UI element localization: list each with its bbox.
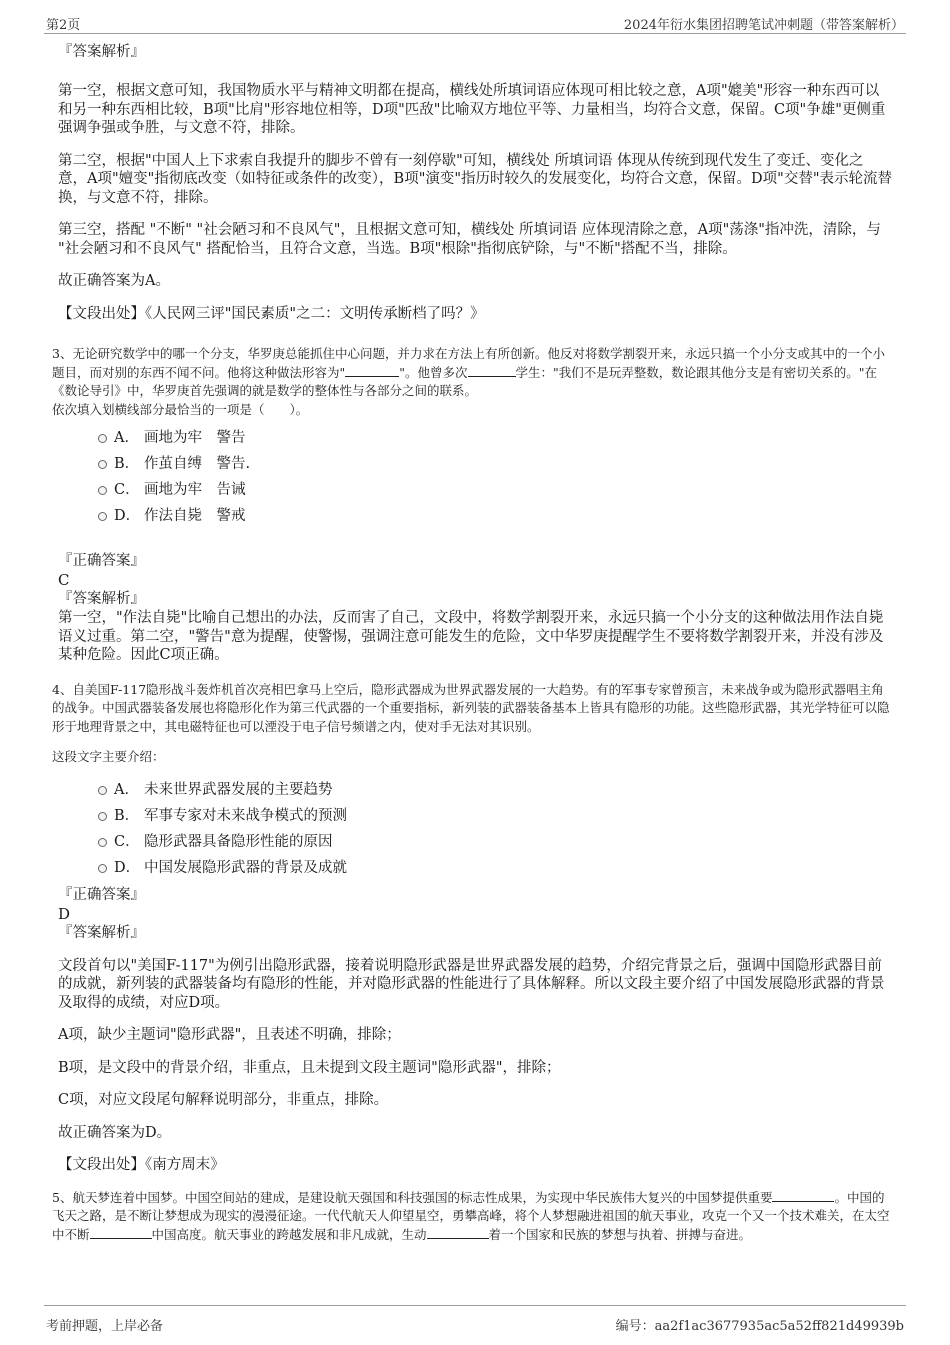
q4-correct-label: 『正确答案』 — [58, 886, 145, 903]
q5-stem-part-b: 。中国的飞天之路，是不断让梦想成为现实的漫漫征途。一代代航天人仰望星空，勇攀高峰，将个人梦想融进祖国的航天事业，攻克一个又一个技术难关，在太空中不断 — [52, 1189, 890, 1242]
footer-slogan: 考前押题，上岸必备 — [46, 1319, 164, 1334]
q3-stem — [52, 345, 892, 401]
page-footer — [44, 1305, 906, 1335]
q4-option-c-note: C项，对应文段尾句解释说明部分，非重点，排除。 — [58, 1092, 389, 1108]
q3-stem-part-a: 3、无论研究数学中的哪一个分支，华罗庚总能抓住中心问题，并力求在方法上有所创新。他反对将数学割裂开来，永远只搞一个小分支或其中的一个小题目，而对别的东西不闻不问。他将这种做法形容为" — [52, 346, 885, 380]
q4-stem: 4、自美国F-117隐形战斗轰炸机首次亮相巴拿马上空后，隐形武器成为世界武器发展的一大趋势。有的军事专家曾预言，未来战争或为隐形武器唱主角的战争。中国武器装备发展也将隐形化作为第三代武器的一个重要指标，新列装的武器装备基本上皆具有隐形的功能。这些隐形武器，其光学特征可以隐形于地理背景之中，其电磁特征也可以湮没于电子信号频谱之内，使对手无法对其识别。 — [52, 681, 890, 734]
q3-option-c[interactable]: C． 画地为牢 告诫 — [98, 477, 892, 503]
radio-icon[interactable] — [98, 838, 107, 847]
radio-icon[interactable] — [98, 864, 107, 873]
q3-blank-1 — [345, 365, 399, 377]
q5-blank-2 — [90, 1227, 152, 1239]
q5-stem — [52, 1189, 892, 1245]
q2-analysis-blank3: 第三空，搭配 "不断" "社会陋习和不良风气"，且根据文意可知，横线处 所填词语 应体现清除之意，A项"荡涤"指冲洗，清除，与 "社会陋习和不良风气" 搭配恰当，且符合文意，当选。B项"根除"指彻底铲除，与"不断"搭配不当，排除。 — [58, 222, 881, 257]
q5-blank-1 — [772, 1190, 834, 1202]
page-number: 第2页 — [46, 18, 81, 33]
q3-option-d[interactable]: D． 作法自毙 警戒 — [98, 503, 892, 529]
q4-ask: 这段文字主要介绍： — [52, 749, 165, 764]
q4-analysis: 文段首句以"美国F-117"为例引出隐形武器，接着说明隐形武器是世界武器发展的趋势，介绍完背景之后，强调中国隐形武器目前的成就，新列装的武器装备均有隐形的性能，并对隐形武器的性能进行了具体解释。所以文段主要介绍了中国发展隐形武器的背景及取得的成绩，对应D项。 — [58, 957, 885, 1011]
q2-analysis-blank1: 第一空，根据文意可知，我国物质水平与精神文明都在提高，横线处所填词语应体现可相比较之意，A项"媲美"形容一种东西可以和另一种东西相比较，B项"比肩"形容地位相等，D项"匹敌"比喻双方地位平等、力量相当，均符合文意，保留。C项"争雄"更侧重强调争强或争胜，与文意不符，排除。 — [58, 83, 886, 136]
q4-conclusion: 故正确答案为D。 — [58, 1124, 172, 1141]
q4-source: 【文段出处】《南方周末》 — [58, 1157, 225, 1173]
q4-correct-answer: D — [58, 904, 71, 923]
q4-options — [98, 777, 892, 881]
q3-stem-part-c: 学生："我们不是玩弄整数，数论跟其他分支是有密切关系的。"在《数论导引》中，华罗庚首先强调的就是数学的整体性与各部分之间的联系。 — [52, 364, 878, 398]
q4-option-a-note: A项，缺少主题词"隐形武器"，且表述不明确，排除； — [58, 1027, 401, 1043]
q2-analysis-label: 『答案解析』 — [58, 44, 145, 60]
q5-stem-part-a: 5、航天梦连着中国梦。中国空间站的建成，是建设航天强国和科技强国的标志性成果，为实现中华民族伟大复兴的中国梦提供重要 — [52, 1189, 773, 1205]
q3-option-b[interactable]: B． 作茧自缚 警告. — [98, 451, 892, 477]
q2-source: 【文段出处】《人民网三评"国民素质"之二：文明传承断档了吗？》 — [58, 305, 485, 322]
q4-option-b-note: B项，是文段中的背景介绍，非重点，且未提到文段主题词"隐形武器"，排除； — [58, 1059, 561, 1076]
q3-blank-2 — [468, 365, 516, 377]
q3-options — [98, 425, 892, 529]
q4-option-c[interactable]: C． 隐形武器具备隐形性能的原因 — [98, 829, 892, 855]
radio-icon[interactable] — [98, 512, 107, 521]
q4-option-d[interactable]: D． 中国发展隐形武器的背景及成就 — [98, 855, 892, 881]
page-header — [44, 12, 906, 34]
q5-blank-3 — [427, 1227, 489, 1239]
q4-analysis-label: 『答案解析』 — [58, 924, 145, 941]
radio-icon[interactable] — [98, 786, 107, 795]
radio-icon[interactable] — [98, 460, 107, 469]
document-title: 2024年衍水集团招聘笔试冲刺题（带答案解析） — [623, 18, 904, 33]
q5-stem-part-c: 中国高度。航天事业的跨越发展和非凡成就，生动 — [151, 1226, 427, 1242]
q3-analysis: 第一空，"作法自毙"比喻自己想出的办法，反而害了自己，文段中，将数学割裂开来，永远只搞一个小分支的这种做法用作法自毙语义过重。第二空，"警告"意为提醒，使警惕，强调注意可能发生的危险，文中华罗庚提醒学生不要将数学割裂开来，并没有涉及某种危险。因此C项正确。 — [58, 610, 884, 663]
radio-icon[interactable] — [98, 812, 107, 821]
q3-stem-part-b: "。他曾多次 — [399, 364, 468, 380]
q5-stem-part-d: 着一个国家和民族的梦想与执着、拼搏与奋进。 — [488, 1226, 752, 1242]
q3-ask: 依次填入划横线部分最恰当的一项是（ ）。 — [52, 401, 309, 417]
q3-analysis-label: 『答案解析』 — [58, 591, 145, 607]
document-id: 编号：aa2f1ac3677935ac5a52ff821d49939b — [615, 1319, 904, 1334]
radio-icon[interactable] — [98, 486, 107, 495]
q2-analysis-blank2: 第二空，根据"中国人上下求索自我提升的脚步不曾有一刻停歇"可知，横线处 所填词语 体现从传统到现代发生了变迁、变化之意，A项"嬗变"指彻底改变（如特征或条件的改变），B项"演变"指历时较久的发展变化，均符合文意，保留。D项"交替"表示轮流替换，与文意不符，排除。 — [58, 152, 893, 206]
q4-option-a[interactable]: A． 未来世界武器发展的主要趋势 — [98, 777, 892, 803]
q2-conclusion: 故正确答案为A。 — [58, 273, 170, 289]
q4-option-b[interactable]: B． 军事专家对未来战争模式的预测 — [98, 803, 892, 829]
q3-correct-answer: C — [58, 571, 70, 589]
page-content — [52, 42, 892, 1244]
q3-correct-label: 『正确答案』 — [58, 553, 145, 569]
q3-option-a[interactable]: A． 画地为牢 警告 — [98, 425, 892, 451]
radio-icon[interactable] — [98, 434, 107, 443]
